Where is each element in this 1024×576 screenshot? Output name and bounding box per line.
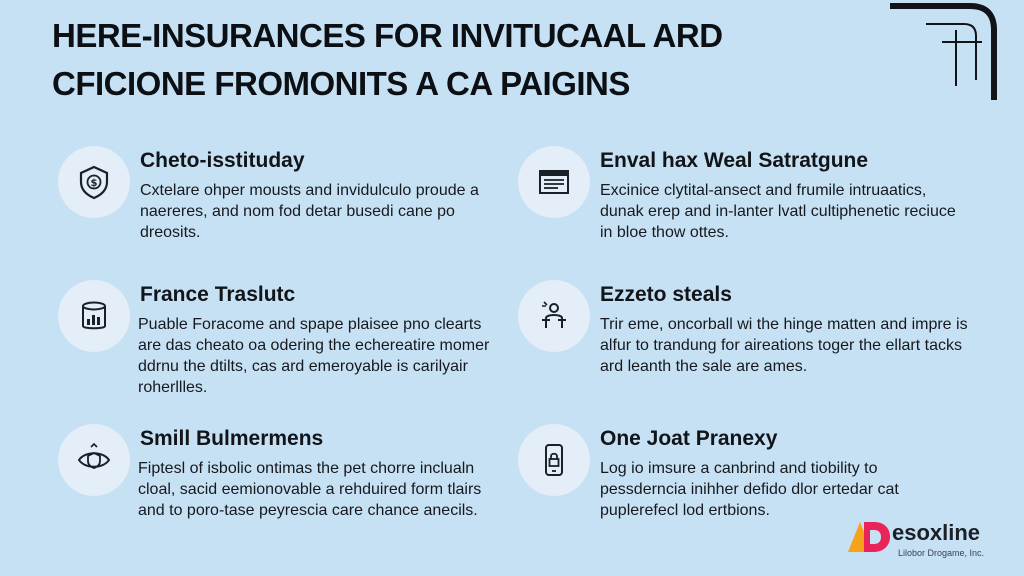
svg-text:$: $ <box>90 178 98 189</box>
chart-jar-icon <box>76 298 112 334</box>
page-title-line-2: CFICIONE FROMONITS A CA PAIGINS <box>52 65 630 102</box>
brand-name: esoxline <box>892 520 981 545</box>
phone-lock-icon <box>536 442 572 478</box>
document-list-icon <box>536 164 572 200</box>
icon-circle <box>518 424 590 496</box>
card-description: Fiptesl of isbolic ontimas the pet chorre inclualn cloal, sacid eemionovable a rehduired form tlairs and to poro-tase peyrescia care chance anecils. <box>138 460 482 519</box>
icon-circle <box>58 424 130 496</box>
brand-logo-icon <box>846 518 892 554</box>
icon-circle <box>518 146 590 218</box>
icon-circle <box>58 280 130 352</box>
card-title: One Joat Pranexy <box>600 427 778 450</box>
brand-mark <box>846 516 1006 568</box>
card-title: Enval hax Weal Satratgune <box>600 149 869 172</box>
card-title: Cheto-isstituday <box>140 149 305 172</box>
card-description: Log io imsure a canbrind and tiobility to pessderncia inihher defido dlor ertedar cat puplerefecl lod ertbions. <box>600 460 899 519</box>
card-title: France Traslutc <box>140 283 296 306</box>
icon-circle <box>518 280 590 352</box>
card-description: Excinice clytital-ansect and frumile intruaatics, dunak erep and in-lanter lvatl cultiphenetic reciuce in bloe thow ottes. <box>600 182 956 241</box>
corner-decoration-icon <box>886 0 1006 100</box>
icon-circle <box>58 146 130 218</box>
card-description: Trir eme, oncorball wi the hinge matten and impre is alfur to trandung for aireations toger the ellart tacks ard leanth the sale are ames. <box>600 316 968 375</box>
card-title: Ezzeto steals <box>600 283 732 306</box>
person-care-icon <box>536 298 572 334</box>
eye-shield-icon <box>76 442 112 478</box>
card-description: Puable Foracome and spape plaisee pno clearts are das cheato oa odering the echereatire momer ddrnu the dtilts, cas ard emeroyable is carilyair roherllles. <box>138 316 490 396</box>
shield-dollar-icon <box>76 164 112 200</box>
brand-tagline: Lilobor Drogame, Inc. <box>898 548 985 558</box>
card-description: Cxtelare ohper mousts and invidulculo proude a naereres, and nom fod detar busedi cane po dreosits. <box>140 182 479 241</box>
page-title <box>52 12 912 108</box>
card-title: Smill Bulmermens <box>140 427 324 450</box>
page-title-line-1: HERE-INSURANCES FOR INVITUCAAL ARD <box>52 17 723 54</box>
